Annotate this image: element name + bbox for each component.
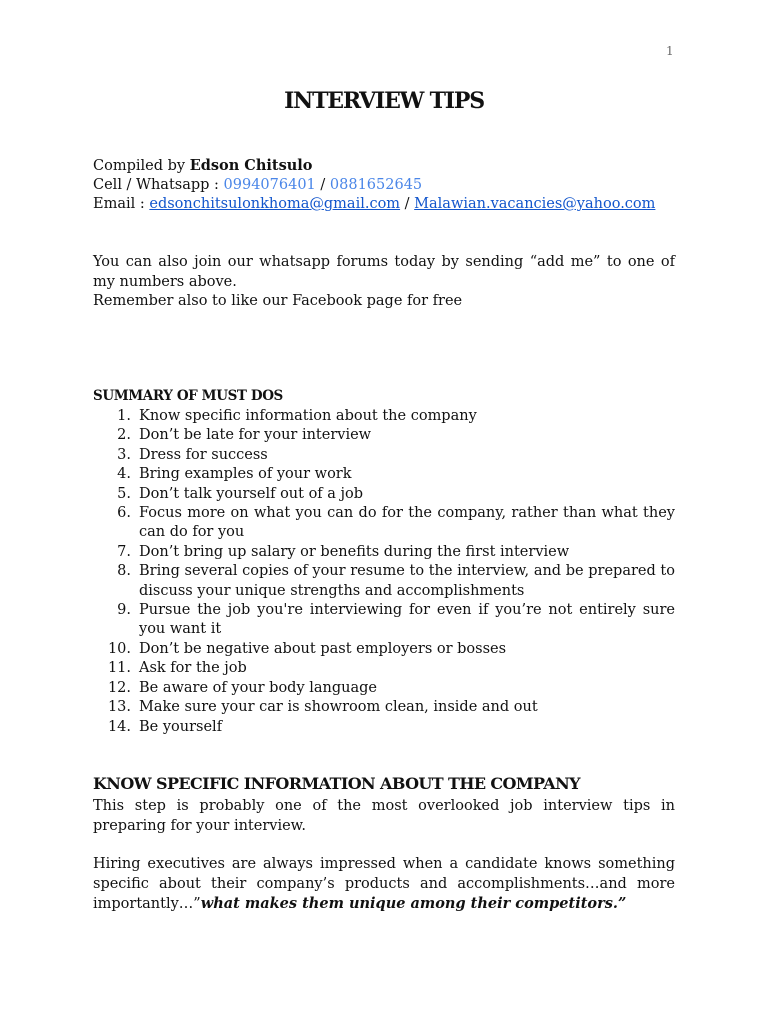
- list-item-number: 10.: [107, 640, 131, 657]
- list-item: [93, 407, 675, 426]
- phone-number-1[interactable]: 0994076401: [223, 177, 316, 193]
- phone-number-2[interactable]: 0881652645: [329, 177, 423, 193]
- list-item: [93, 698, 675, 717]
- email-separator: /: [400, 196, 415, 212]
- list-item: [93, 504, 675, 543]
- list-item: [93, 446, 675, 465]
- list-item: [93, 485, 675, 504]
- list-item: [93, 465, 675, 484]
- list-item-number: 13.: [107, 699, 131, 716]
- list-item-number: 8.: [117, 563, 131, 580]
- list-item: [93, 601, 675, 640]
- list-item: [93, 543, 675, 562]
- list-item-number: 5.: [117, 485, 131, 502]
- list-item: [93, 562, 675, 601]
- list-item-number: 1.: [117, 408, 131, 424]
- list-item: [93, 426, 675, 445]
- list-item-text: Be yourself: [139, 718, 223, 735]
- cell-label: Cell / Whatsapp :: [93, 177, 224, 193]
- list-item-text: Be aware of your body language: [139, 679, 378, 696]
- email-line: [93, 195, 655, 214]
- list-item-number: 3.: [117, 446, 131, 463]
- list-item-text: Pursue the job you're interviewing for even if you’re not entirely sure you want it: [139, 602, 675, 638]
- list-item-number: 12.: [107, 679, 131, 696]
- list-item-number: 11.: [107, 660, 131, 677]
- list-item-text: Dress for success: [139, 446, 268, 463]
- list-item: [93, 679, 675, 698]
- list-item-text: Don’t talk yourself out of a job: [139, 485, 364, 502]
- email-label: Email :: [93, 196, 150, 212]
- list-item-number: 9.: [117, 602, 131, 619]
- section-heading: KNOW SPECIFIC INFORMATION ABOUT THE COMPANY: [93, 774, 580, 793]
- section-paragraph-2-lead: Hiring executives are always impressed when a candidate knows something specific about their company’s products and accomplishments…and more importantly…”: [93, 856, 675, 912]
- list-item: [93, 718, 675, 737]
- list-item-text: Focus more on what you can do for the company, rather than what they can do for you: [139, 505, 675, 541]
- list-item-number: 2.: [117, 427, 131, 444]
- whatsapp-forum-paragraph: You can also join our whatsapp forums today by sending “add me” to one of my numbers above.: [93, 254, 675, 290]
- facebook-paragraph: Remember also to like our Facebook page for free: [93, 293, 463, 309]
- must-dos-list: [93, 407, 675, 737]
- page-number: 1: [666, 44, 674, 58]
- list-item-number: 7.: [117, 543, 131, 560]
- section-paragraph-1: This step is probably one of the most overlooked job interview tips in preparing for your interview.: [93, 798, 675, 834]
- list-item-text: Make sure your car is showroom clean, inside and out: [139, 699, 538, 716]
- list-item-text: Ask for the job: [139, 660, 247, 677]
- list-item: [93, 640, 675, 659]
- list-item-text: Bring examples of your work: [139, 466, 352, 483]
- compiled-by-line: [93, 156, 312, 176]
- list-item-number: 4.: [117, 466, 131, 483]
- list-item-number: 14.: [107, 718, 131, 735]
- email-link-gmail[interactable]: edsonchitsulonkhoma@gmail.com: [149, 196, 401, 212]
- section-paragraph-2-emphasis: what makes them unique among their competitors.”: [200, 895, 627, 912]
- email-link-yahoo[interactable]: Malawian.vacancies@yahoo.com: [414, 196, 656, 212]
- list-item: [93, 659, 675, 678]
- compiled-by-prefix: Compiled by: [93, 158, 190, 174]
- list-item-text: Know specific information about the company: [139, 408, 477, 424]
- author-name: Edson Chitsulo: [189, 157, 313, 174]
- phone-separator: /: [315, 177, 330, 193]
- document-title: INTERVIEW TIPS: [284, 88, 484, 114]
- list-item-text: Bring several copies of your resume to the interview, and be prepared to discuss your unique strengths and accomplishments: [139, 563, 675, 599]
- cell-whatsapp-line: [93, 176, 422, 195]
- summary-heading: SUMMARY OF MUST DOS: [93, 388, 283, 404]
- list-item-text: Don’t be negative about past employers or bosses: [139, 640, 507, 657]
- section-paragraph-2: [93, 855, 675, 915]
- list-item-number: 6.: [117, 505, 131, 522]
- list-item-text: Don’t be late for your interview: [139, 427, 372, 444]
- list-item-text: Don’t bring up salary or benefits during the first interview: [139, 543, 570, 560]
